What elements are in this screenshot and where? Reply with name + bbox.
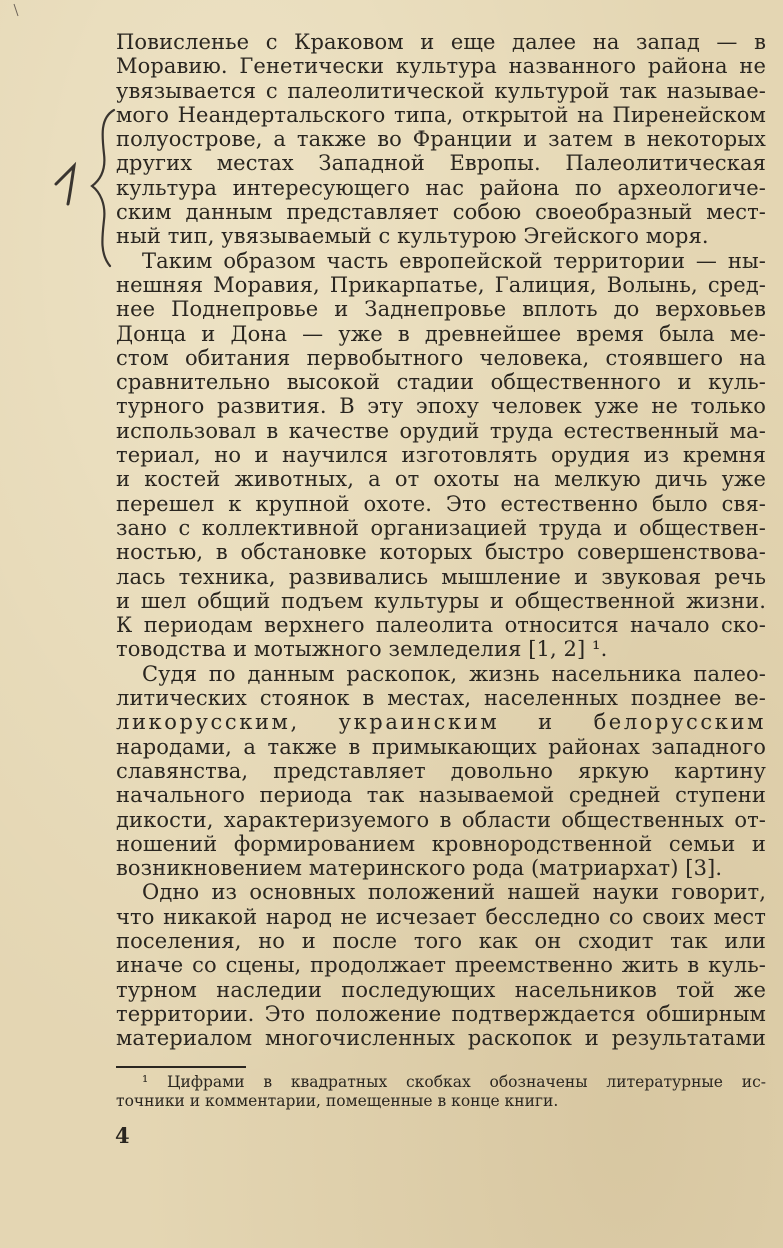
footnote-divider xyxy=(116,1066,246,1068)
main-text xyxy=(116,30,766,1050)
footnote-line: ¹ Цифрами в квадратных скобках обозначены литературные ис- xyxy=(142,1073,766,1091)
text-line: териал, но и научился изготовлять орудия из кремня xyxy=(116,443,766,468)
paragraph-1 xyxy=(116,30,766,249)
corner-pencil-mark xyxy=(10,2,30,22)
page-number: 4 xyxy=(115,1123,130,1148)
text-line-spaced: ликорусским, украинским и белорусским xyxy=(116,710,766,735)
text-line: Таким образом часть европейской территории — ны- xyxy=(142,248,766,273)
text-line: дикости, характеризуемого в области общественных от- xyxy=(116,807,766,832)
text-line: Повисленье с Краковом и еще далее на запад — в xyxy=(116,30,766,54)
text-line: Донца и Дона — уже в древнейшее время была ме- xyxy=(116,321,766,346)
text-line: и костей животных, а от охоты на мелкую дичь уже xyxy=(116,467,766,492)
text-line: увязывается с палеолитической культурой так называе- xyxy=(116,78,766,103)
text-line: Моравию. Генетически культура названного района не xyxy=(116,54,766,79)
text-line: перешел к крупной охоте. Это естественно было свя- xyxy=(116,491,766,516)
text-line: зано с коллективной организацией труда и обществен- xyxy=(116,515,766,540)
text-line: Судя по данным раскопок, жизнь насельника палео- xyxy=(142,661,766,686)
text-line: К периодам верхнего палеолита относится начало ско- xyxy=(116,613,766,638)
text-line: культура интересующего нас района по археологиче- xyxy=(116,175,766,200)
text-line: территории. Это положение подтверждается обширным xyxy=(116,1001,766,1026)
margin-pencil-bracket-icon xyxy=(52,108,124,268)
text-line: нешняя Моравия, Прикарпатье, Галиция, Волынь, сред- xyxy=(116,272,766,297)
text-line: использовал в качестве орудий труда естественный ма- xyxy=(116,418,766,443)
text-line: материалом многочисленных раскопок и результатами xyxy=(116,1026,766,1051)
text-line: иначе со сцены, продолжает преемственно жить в куль- xyxy=(116,953,766,978)
text-line: ношений формированием кровнородственной семьи и xyxy=(116,831,766,856)
text-line: ный тип, увязываемый с культурою Эгейского моря. xyxy=(116,224,709,249)
text-line: начального периода так называемой средней ступени xyxy=(116,783,766,808)
text-line: турного развития. В эту эпоху человек уже не только xyxy=(116,394,766,419)
text-line: других местах Западной Европы. Палеолитическая xyxy=(116,151,766,176)
text-line: Одно из основных положений нашей науки говорит, xyxy=(142,880,766,905)
footnote-line: точники и комментарии, помещенные в конце книги. xyxy=(116,1092,559,1110)
text-line: поселения, но и после того как он сходит так или xyxy=(116,928,766,953)
text-line: сравнительно высокой стадии общественного и куль- xyxy=(116,370,766,395)
paragraph-2 xyxy=(116,249,766,662)
text-line: литических стоянок в местах, населенных позднее ве- xyxy=(116,686,766,711)
text-line: и шел общий подъем культуры и общественной жизни. xyxy=(116,588,766,613)
text-line: что никакой народ не исчезает бесследно со своих мест xyxy=(116,904,766,929)
text-line: полуострове, а также во Франции и затем в некоторых xyxy=(116,127,766,152)
text-line: лась техника, развивались мышление и звуковая речь xyxy=(116,564,766,589)
footnote xyxy=(116,1073,766,1111)
text-line: славянства, представляет довольно яркую картину xyxy=(116,758,766,783)
text-line: ским данным представляет собою своеобразный мест- xyxy=(116,200,766,225)
text-line: народами, а также в примыкающих районах западного xyxy=(116,734,766,759)
text-line: ностью, в обстановке которых быстро совершенствова- xyxy=(116,540,766,565)
text-line: товодства и мотыжного земледелия [1, 2] ¹. xyxy=(116,637,608,662)
text-line: мого Неандертальского типа, открытой на Пиренейском xyxy=(116,102,766,127)
text-line: возникновением материнского рода (матриархат) [3]. xyxy=(116,856,723,881)
paragraph-3 xyxy=(116,662,766,881)
text-line: стом обитания первобытного человека, стоявшего на xyxy=(116,345,766,370)
text-line: нее Поднепровье и Заднепровье вплоть до верховьев xyxy=(116,297,766,322)
paragraph-4 xyxy=(116,880,766,1050)
text-line: турном наследии последующих насельников той же xyxy=(116,977,766,1002)
